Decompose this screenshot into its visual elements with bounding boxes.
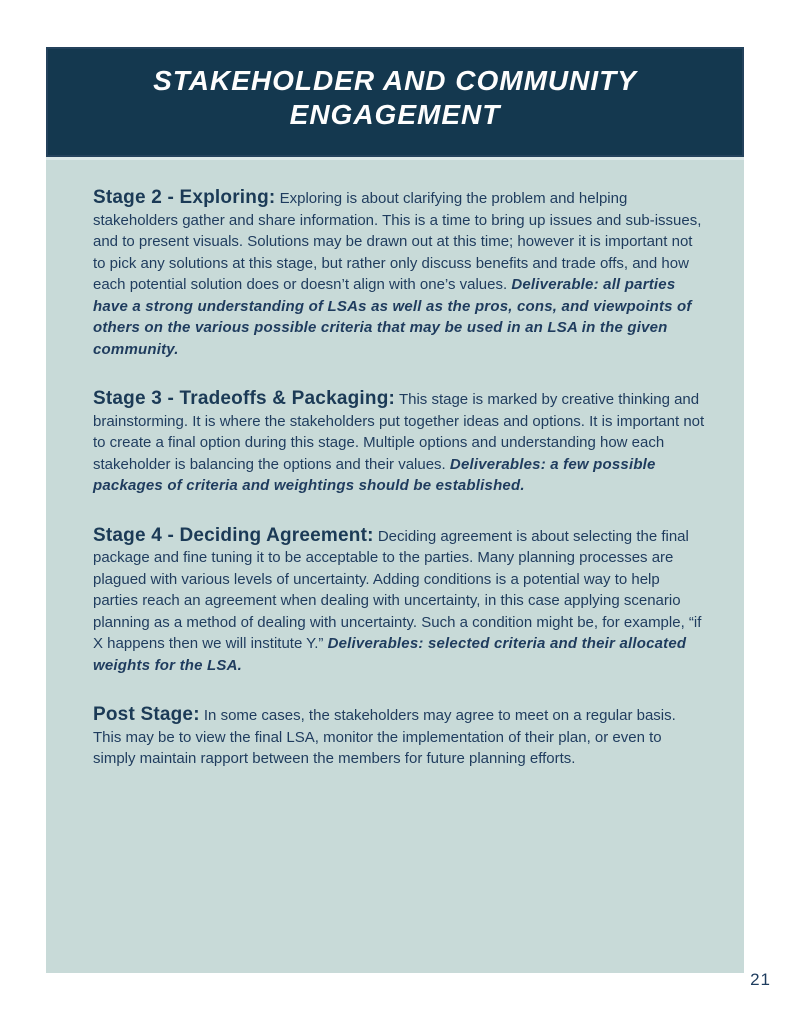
section-deliverable: Deliverables: selected criteria and their allocated weights for the LSA. bbox=[93, 635, 687, 674]
section-deliverable: Deliverables: a few possible packages of criteria and weightings should be established. bbox=[93, 455, 656, 494]
page-title-line-1: STAKEHOLDER AND COMMUNITY bbox=[153, 65, 637, 96]
content-panel bbox=[46, 157, 744, 973]
section-body: Exploring is about clarifying the problem and helping stakeholders gather and share information. This is a time to bring up issues and sub-issues, and to present visuals. Solutions may be drawn out at this time; however it is important not to pick any solutions at this stage, but rather only discuss benefits and trade offs, and how each potential solution does or doesn’t align with one’s values. bbox=[93, 190, 702, 293]
title-banner bbox=[46, 47, 744, 157]
section-stage-2-exploring bbox=[93, 187, 707, 360]
section-heading: Post Stage: bbox=[93, 704, 200, 725]
section-body: Deciding agreement is about selecting the final package and fine tuning it to be acceptable to the parties. Many planning processes are plagued with various levels of uncertainty. Adding conditions is a potential way to help parties reach an agreement when dealing with uncertainty, in this case applying scenario planning as a method of dealing with uncertainty. Such a condition might be, for example, “if X happens then we will institute Y.” bbox=[93, 527, 702, 652]
section-heading: Stage 2 - Exploring: bbox=[93, 187, 276, 208]
page-title bbox=[153, 64, 637, 132]
section-heading: Stage 4 - Deciding Agreement: bbox=[93, 524, 374, 546]
section-post-stage bbox=[93, 704, 707, 770]
section-body: In some cases, the stakeholders may agree to meet on a regular basis. This may be to view the final LSA, monitor the implementation of their plan, or even to simply maintain rapport between the members for future planning efforts. bbox=[93, 707, 676, 767]
page-number: 21 bbox=[750, 970, 771, 989]
section-heading: Stage 3 - Tradeoffs & Packaging: bbox=[93, 388, 396, 409]
section-deliverable: Deliverable: all parties have a strong understanding of LSAs as well as the pros, cons, and viewpoints of others on the various possible criteria that may be used in an LSA in the given community. bbox=[93, 276, 692, 358]
section-body: This stage is marked by creative thinking and brainstorming. It is where the stakeholders put together ideas and options. It is important not to create a final option during this stage. Multiple options and understanding how each stakeholder is balancing the options and their values. bbox=[93, 391, 705, 473]
section-stage-3-tradeoffs-packaging bbox=[93, 388, 707, 497]
section-stage-4-deciding-agreement bbox=[93, 525, 707, 677]
page-title-line-2: ENGAGEMENT bbox=[289, 99, 501, 130]
